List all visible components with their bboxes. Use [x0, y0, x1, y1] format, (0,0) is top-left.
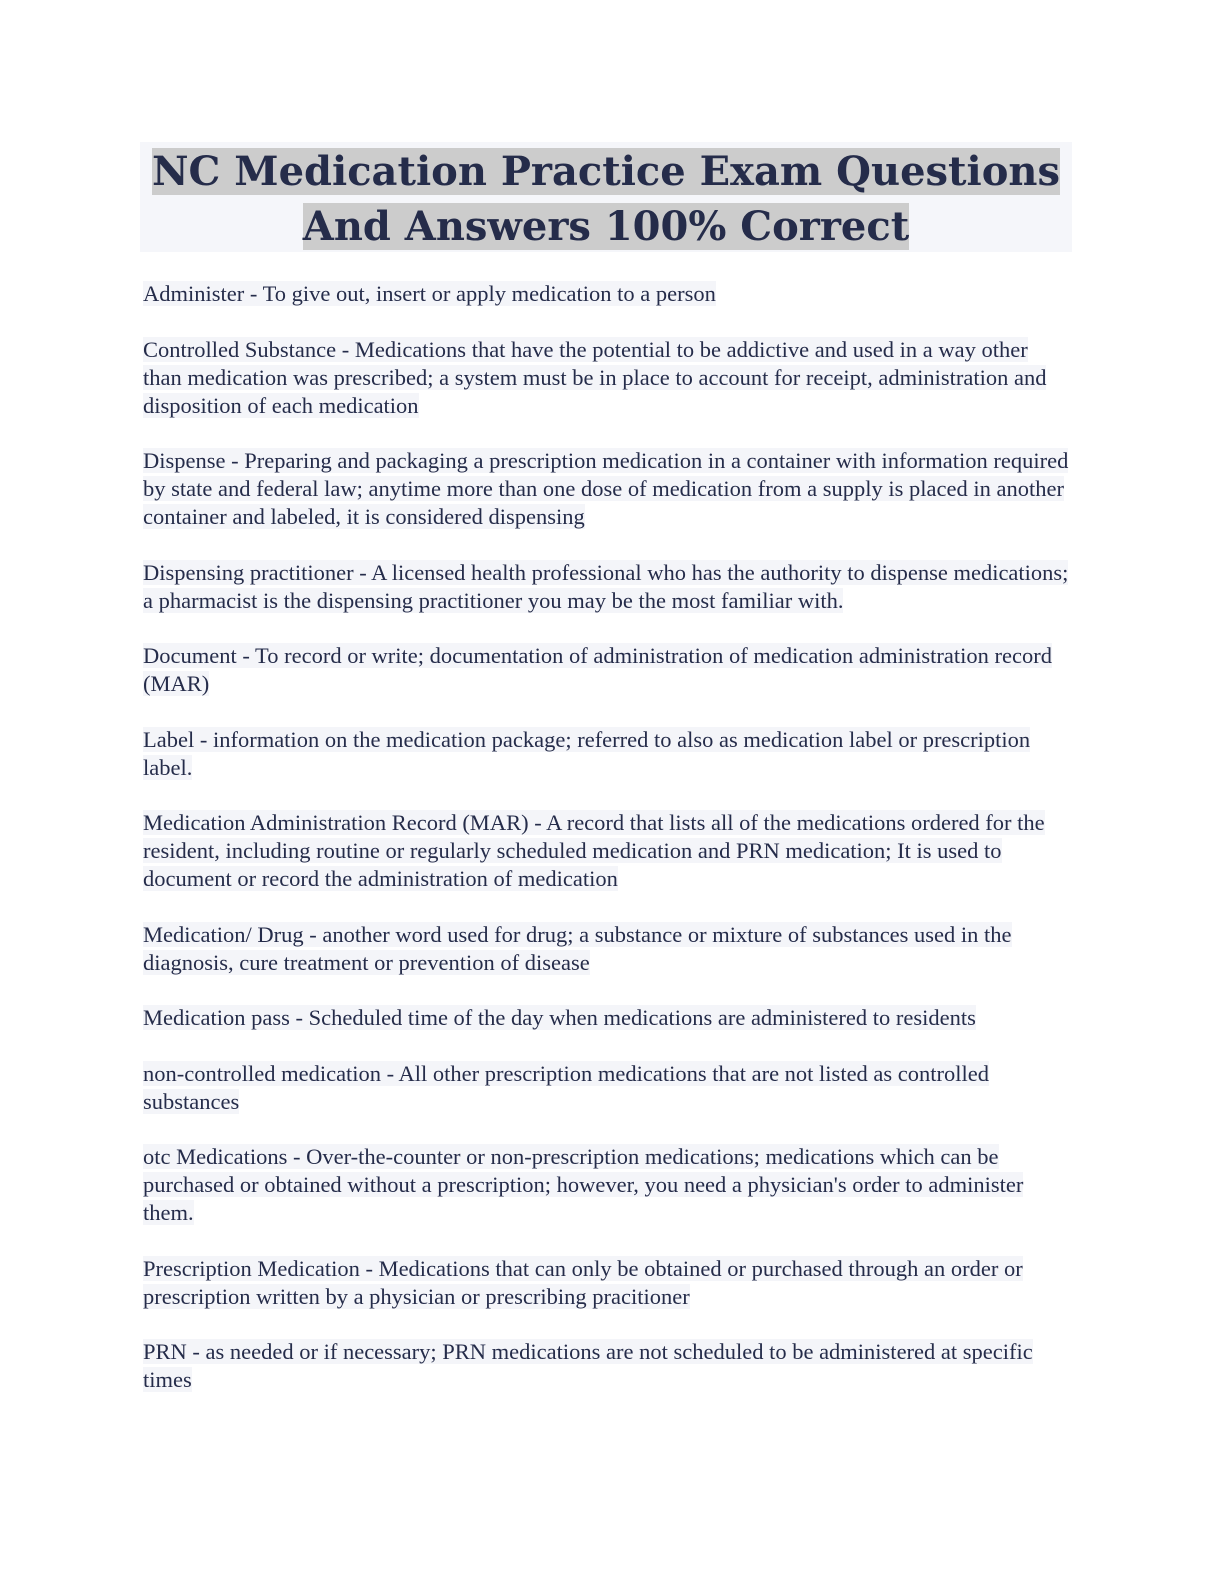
definition-mar: [143, 809, 1072, 893]
definition-prn: [143, 1338, 1072, 1394]
definition-text: non-controlled medication - All other prescription medications that are not listed as controlled substances: [143, 1060, 990, 1114]
document-page: [140, 142, 1072, 1422]
page-title-line-1: NC Medication Practice Exam Questions: [151, 148, 1061, 195]
definition-text: Label - information on the medication package; referred to also as medication label or prescription label.: [143, 726, 1031, 780]
definition-label: [143, 726, 1072, 782]
page-title-line-2: And Answers 100% Correct: [302, 203, 910, 250]
definition-text: otc Medications - Over-the-counter or non-prescription medications; medications which can be purchased or obtained without a prescription; however, you need a physician's order to administer them.: [143, 1144, 1024, 1225]
definition-list: [140, 280, 1072, 1394]
definition-text: PRN - as needed or if necessary; PRN medications are not scheduled to be administered at specific times: [143, 1339, 1033, 1392]
definition-text: Medication/ Drug - another word used for drug; a substance or mixture of substances used in the diagnosis, cure treatment or prevention of disease: [143, 921, 1012, 975]
definition-administer: [143, 280, 1072, 308]
definition-medication-drug: [143, 921, 1072, 977]
definition-document: [143, 642, 1072, 698]
definition-text: Dispensing practitioner - A licensed health professional who has the authority to dispense medications; a pharmacist is the dispensing practitioner you may be the most familiar with.: [143, 559, 1069, 613]
definition-text: Administer - To give out, insert or apply medication to a person: [143, 281, 716, 306]
definition-text: Medication Administration Record (MAR) - A record that lists all of the medications ordered for the resident, including routine or regularly scheduled medication and PRN medication; It is used to document or record the administration of medication: [143, 810, 1045, 891]
definition-otc-medications: [143, 1143, 1072, 1227]
definition-non-controlled-medication: [143, 1060, 1072, 1116]
definition-medication-pass: [143, 1004, 1072, 1032]
definition-controlled-substance: [143, 336, 1072, 420]
definition-dispensing-practitioner: [143, 559, 1072, 615]
definition-text: Medication pass - Scheduled time of the day when medications are administered to residents: [143, 1005, 976, 1030]
definition-text: Controlled Substance - Medications that have the potential to be addictive and used in a way other than medication was prescribed; a system must be in place to account for receipt, administration and disposition of each medication: [143, 336, 1047, 418]
definition-text: Dispense - Preparing and packaging a prescription medication in a container with information required by state and federal law; anytime more than one dose of medication from a supply is placed in another container and labeled, it is considered dispensing: [143, 448, 1069, 529]
definition-text: Prescription Medication - Medications that can only be obtained or purchased through an order or prescription written by a physician or prescribing pracitioner: [143, 1255, 1023, 1309]
definition-text: Document - To record or write; documentation of administration of medication administration record (MAR): [143, 643, 1052, 696]
title-block: [140, 142, 1072, 252]
definition-dispense: [143, 447, 1072, 531]
definition-prescription-medication: [143, 1255, 1072, 1311]
